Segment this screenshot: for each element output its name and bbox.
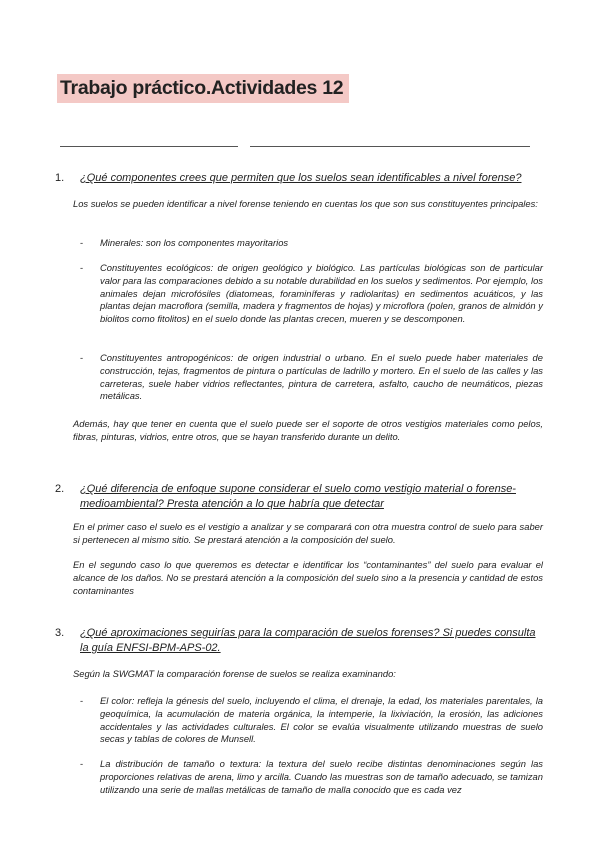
question-3-number: 3. bbox=[55, 627, 65, 639]
question-3-text: ¿Qué aproximaciones seguirías para la comparación de suelos forenses? Si puedes consulta la guía ENFSI-BPM-APS-02. bbox=[80, 627, 536, 654]
q1-item-minerales bbox=[80, 237, 543, 250]
list-dash: - bbox=[80, 352, 84, 363]
question-1-text: ¿Qué componentes crees que permiten que los suelos sean identificables a nivel forense? bbox=[80, 172, 522, 184]
q1-item-ecologicos bbox=[80, 262, 543, 326]
question-2-number: 2. bbox=[55, 483, 65, 495]
q2-paragraph-1: En el primer caso el suelo es el vestigio a analizar y se comparará con otra muestra control de suelo para saber si pertenecen al mismo sitio. Se prestará atención a la composición del suelo. bbox=[73, 521, 543, 545]
q3-item-color bbox=[80, 695, 543, 746]
q1-intro: Los suelos se pueden identificar a nivel forense teniendo en cuentas los que son sus constituyentes principales: bbox=[73, 198, 538, 209]
list-item-text: El color: refleja la génesis del suelo, incluyendo el clima, el drenaje, la edad, los materiales parentales, la geoquímica, la acumulación de materia orgánica, la intemperie, la lixiviación, la erosión, las adiciones accidentales y las actividades culturales. El color se evalúa visualmente utilizando muestras de suelo secas y tablas de colores de Munsell. bbox=[100, 695, 543, 745]
list-item-text: Constituyentes antropogénicos: de origen industrial o urbano. En el suelo puede haber materiales de construcción, tejas, fragmentos de pintura o partículas de ladrillo y mortero. En el suelo de las calles y las carreteras, suele haber vidrios reflectantes, pintura de carretera, asfalto, caucho de neumáticos, piezas metálicas. bbox=[100, 352, 543, 402]
q2-paragraph-2: En el segundo caso lo que queremos es detectar e identificar los “contaminantes” del suelo para evaluar el alcance de los daños. No se prestará atención a la composición del suelo sino a la presencia y cantidad de estos contaminantes bbox=[73, 559, 543, 596]
list-item-text: Constituyentes ecológicos: de origen geológico y biológico. Las partículas biológicas son de particular valor para las comparaciones debido a su notable durabilidad en los suelos y sedimentos. Por ejemplo, los animales dejan microfósiles (diatomeas, foraminíferas y radiolaritas) en sedimentos acuáticos, y las plantas dejan macroflora (semilla, madera y fragmentos de hojas) y microflora (polen, granos de almidón y biolitos como fitolitos) en el suelo donde las plantas crecen, mueren y se descomponen. bbox=[100, 262, 543, 325]
list-dash: - bbox=[80, 758, 84, 769]
q1-closing: Además, hay que tener en cuenta que el suelo puede ser el soporte de otros vestigios materiales como pelos, fibras, pinturas, vidrios, entre otros, que se hayan transferido durante un delito. bbox=[73, 418, 543, 442]
question-1 bbox=[55, 171, 543, 186]
list-dash: - bbox=[80, 262, 84, 273]
question-3 bbox=[55, 626, 543, 656]
title-highlight bbox=[57, 74, 349, 103]
divider-right bbox=[250, 146, 530, 147]
page-title: Trabajo práctico.Actividades 12 bbox=[60, 77, 344, 99]
question-1-number: 1. bbox=[55, 172, 65, 184]
divider-left bbox=[60, 146, 238, 147]
q3-item-textura bbox=[80, 758, 543, 796]
list-item-text: La distribución de tamaño o textura: la textura del suelo recibe distintas denominaciones según las proporciones relativas de arena, limo y arcilla. Cuando las muestras son de tamaño adecuado, se tamizan utilizando una serie de mallas metálicas de tamaño de malla conocido que es cada vez bbox=[100, 758, 543, 795]
list-item-text: Minerales: son los componentes mayoritarios bbox=[100, 237, 289, 248]
list-dash: - bbox=[80, 695, 84, 706]
q3-intro: Según la SWGMAT la comparación forense de suelos se realiza examinando: bbox=[73, 668, 396, 679]
question-2-text: ¿Qué diferencia de enfoque supone considerar el suelo como vestigio material o forense-medioambiental? Presta atención a lo que habría que detectar bbox=[80, 483, 516, 510]
question-2 bbox=[55, 482, 543, 512]
list-dash: - bbox=[80, 237, 84, 248]
q1-item-antropogenicos bbox=[80, 352, 543, 403]
